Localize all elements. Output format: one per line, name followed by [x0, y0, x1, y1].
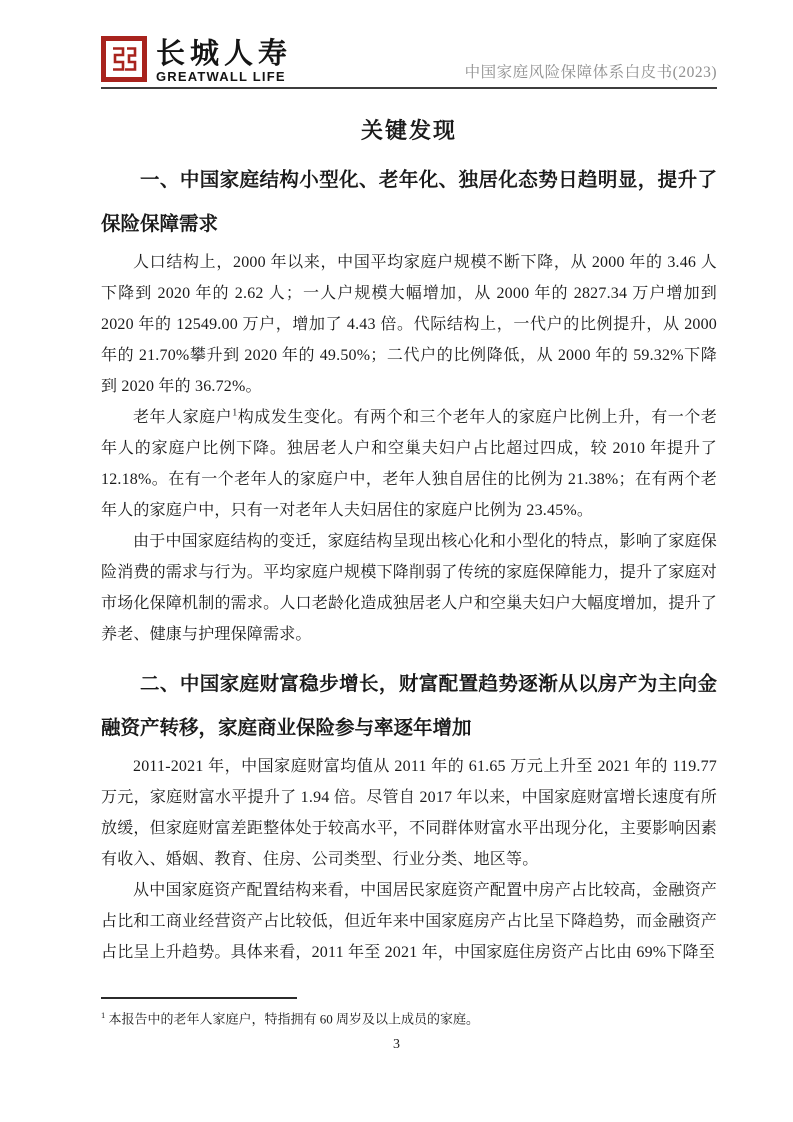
paragraph-segment: 老年人家庭户	[133, 409, 233, 426]
page-title: 关键发现	[360, 118, 457, 143]
greatwall-seal-icon	[101, 36, 147, 82]
page-number: 3	[393, 1037, 400, 1052]
paragraph-family-wealth-growth: 2011-2021 年，中国家庭财富均值从 2011 年的 61.65 万元上升至 2021 年的 119.77 万元，家庭财富水平提升了 1.94 倍。尽管自 2017 年以来，中国家庭财富增长速度有所放缓，但家庭财富差距整体处于较高水平，不同群体财富水平出现分化，主要影响因素有收入、婚姻、教育、住房、公司类型、行业分类、地区等。	[101, 758, 717, 868]
footnote-area	[101, 997, 717, 1028]
brand-text	[156, 36, 292, 84]
footnote-marker: 1	[101, 1010, 106, 1020]
section-2-heading: 二、中国家庭财富稳步增长，财富配置趋势逐渐从以房产为主向金融资产转移，家庭商业保险参与率逐年增加	[101, 674, 717, 739]
paragraph-segment: 构成发生变化。有两个和三个老年人的家庭户比例上升，有一个老年人的家庭户比例下降。独居老人户和空巢夫妇户占比超过四成，较 2010 年提升了 12.18%。在有一个老年人的家庭户中，老年人独自居住的比例为 21.38%；在有两个老年人的家庭户中，只有一对老年人夫妇居住的家庭户比例为 23.45%。	[101, 409, 717, 519]
footnote	[101, 1006, 717, 1028]
brand-name-cn: 长城人寿	[156, 38, 293, 70]
brand-name-en: GREATWALL LIFE	[156, 69, 286, 84]
header	[101, 0, 717, 89]
footnote-divider	[101, 997, 297, 999]
section-1-heading: 一、中国家庭结构小型化、老年化、独居化态势日趋明显，提升了保险保障需求	[101, 170, 717, 235]
footnote-ref-marker: 1	[232, 407, 238, 419]
brand-logo	[101, 36, 292, 84]
paragraph-population-structure: 人口结构上，2000 年以来，中国平均家庭户规模不断下降，从 2000 年的 3.46 人下降到 2020 年的 2.62 人；一人户规模大幅增加，从 2000 年的 2827.34 万户增加到 2020 年的 12549.00 万户，增加了 4.43 倍。代际结构上，一代户的比例提升，从 2000 年的 21.70%攀升到 2020 年的 49.50%；二代户的比例降低，从 2000 年的 59.32%下降到 2020 年的 36.72%。	[101, 254, 717, 395]
doc-title: 中国家庭风险保障体系白皮书(2023)	[464, 64, 717, 81]
paragraph-elderly-households	[101, 402, 717, 526]
footnote-text: 本报告中的老年人家庭户，特指拥有 60 周岁及以上成员的家庭。	[108, 1011, 480, 1027]
paragraph-structure-change-impact: 由于中国家庭结构的变迁，家庭结构呈现出核心化和小型化的特点，影响了家庭保险消费的需求与行为。平均家庭户规模下降削弱了传统的家庭保障能力，提升了家庭对市场化保障机制的需求。人口老龄化造成独居老人户和空巢夫妇户大幅度增加，提升了养老、健康与护理保障需求。	[101, 533, 717, 643]
paragraph-asset-allocation: 从中国家庭资产配置结构来看，中国居民家庭资产配置中房产占比较高，金融资产占比和工商业经营资产占比较低，但近年来中国家庭房产占比呈下降趋势，而金融资产占比呈上升趋势。具体来看，2011 年至 2021 年，中国家庭住房资产占比由 69%下降至	[101, 882, 717, 961]
